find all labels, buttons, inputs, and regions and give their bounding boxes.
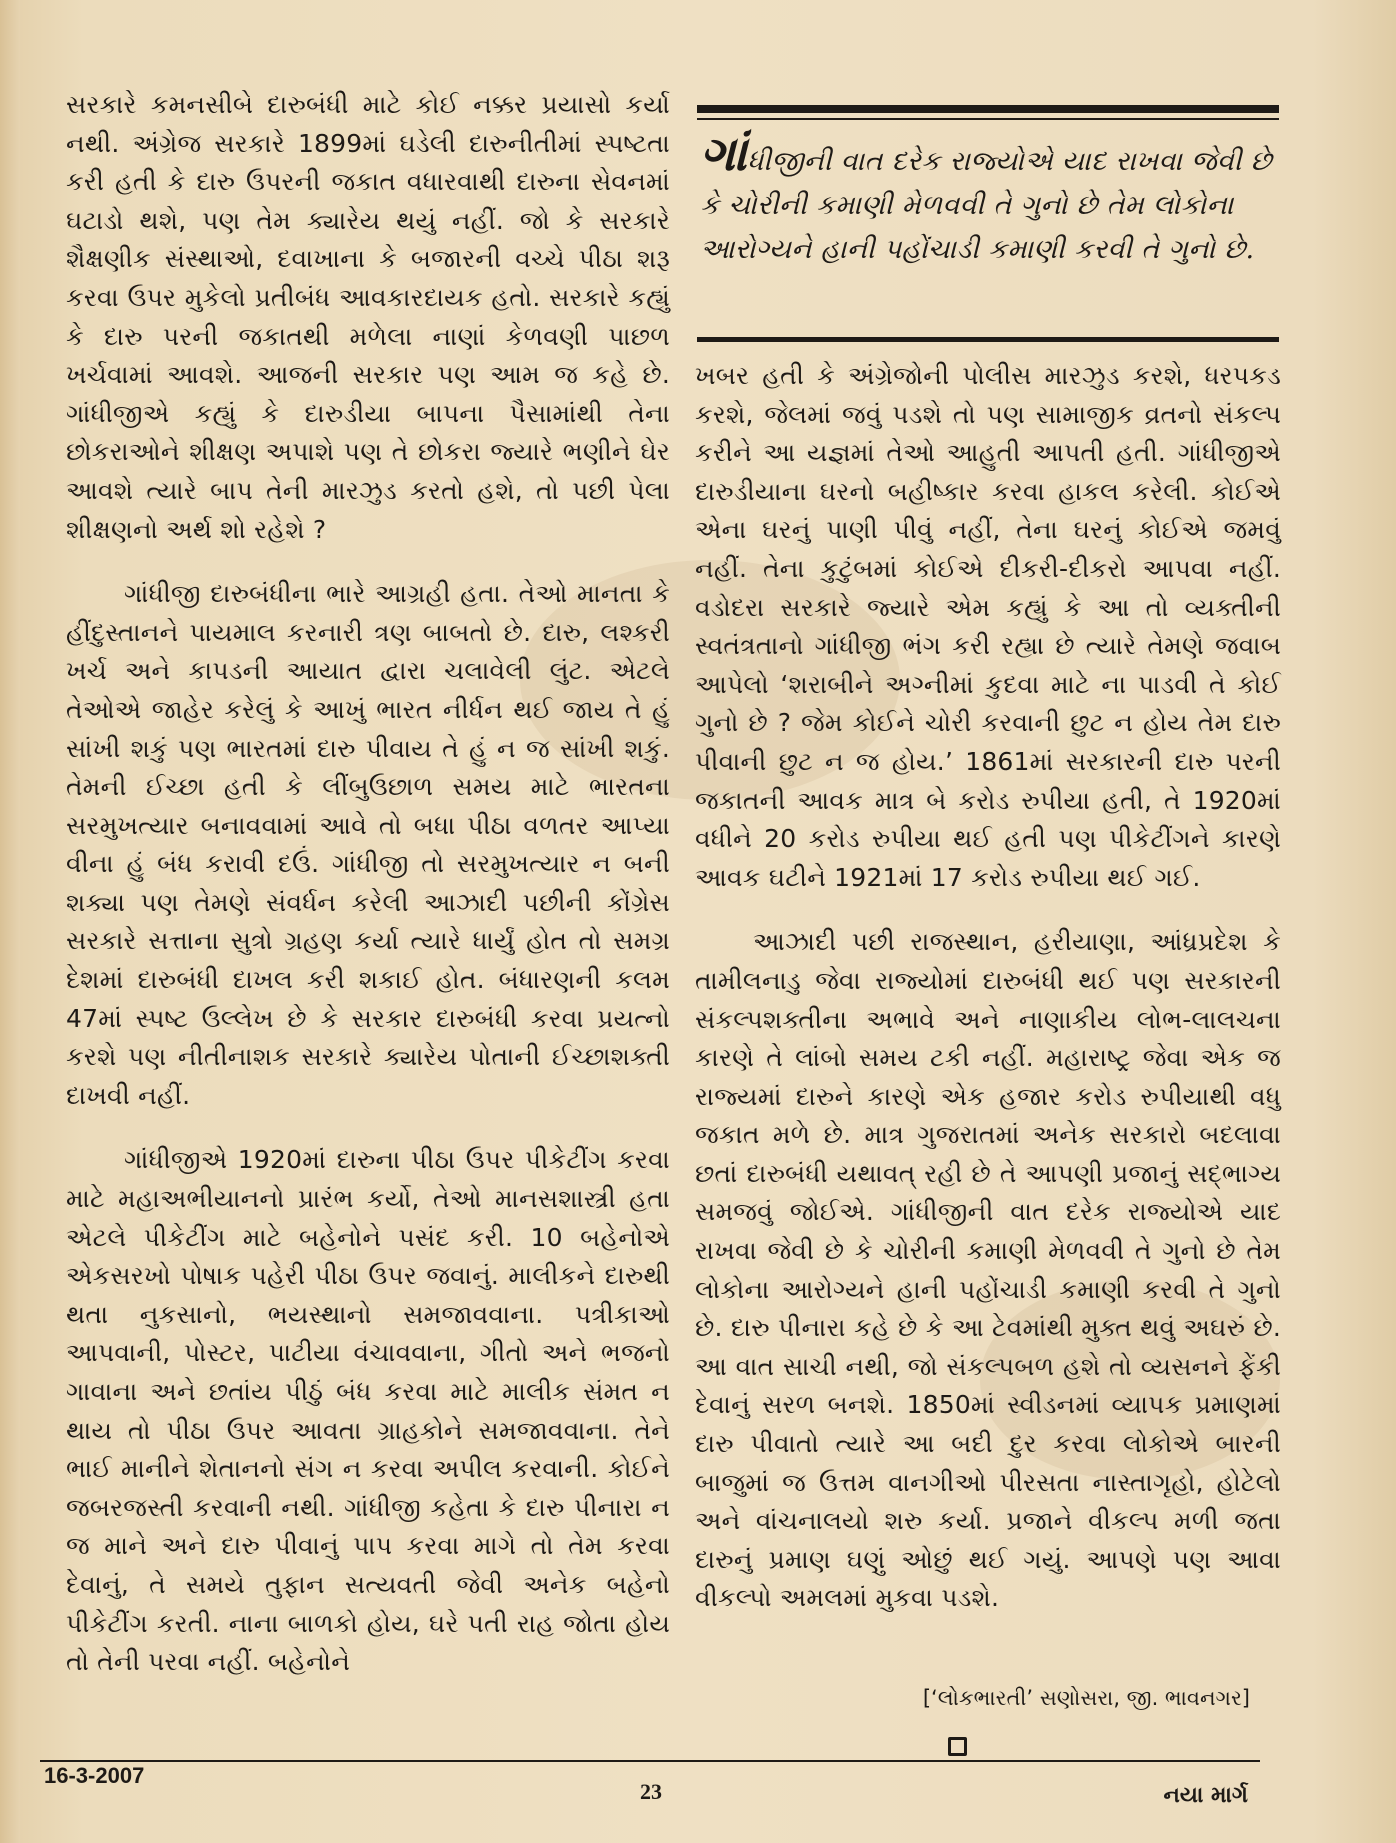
end-of-article-mark <box>948 1737 967 1756</box>
footer-date: 16-3-2007 <box>44 1763 145 1788</box>
article-paragraph: ખબર હતી કે અંગ્રેજોની પોલીસ મારઝુડ કરશે, ધરપકડ કરશે, જેલમાં જવું પડશે તો પણ સામાજીક વ્રતનો સંકલ્પ કરીને આ યજ્ઞમાં તેઓ આહુતી આપતી હતી. ગાંધીજીએ દારુડીયાના ઘરનો બહીષ્કાર કરવા હાકલ કરેલી. કોઈએ એના ઘરનું પાણી પીવું નહીં, તેના ઘરનું કોઈએ જમવું નહીં. તેના કુટુંબમાં કોઈએ દીકરી-દીકરો આપવા નહીં. વડોદરા સરકારે જ્યારે એમ કહ્યું કે આ તો વ્યક્તીની સ્વતંત્રતાનો ગાંધીજી ભંગ કરી રહ્યા છે ત્યારે તેમણે જવાબ આપેલો ‘શરાબીને અગ્નીમાં કુદવા માટે ના પાડવી તે કોઈ ગુનો છે ? જેમ કોઈને ચોરી કરવાની છુટ ન હોય તેમ દારુ પીવાની છુટ ન જ હોય.’ 1861માં સરકારની દારુ પરની જકાતની આવક માત્ર બે કરોડ રુપીયા હતી, તે 1920માં વધીને 20 કરોડ રુપીયા થઈ હતી પણ પીકેટીંગને કારણે આવક ઘટીને 1921માં 17 કરોડ રુપીયા થઈ ગઈ. <box>695 361 1281 892</box>
pullquote-top-thin-rule <box>697 118 1279 120</box>
left-column <box>66 86 670 1682</box>
publication-name: નયા માર્ગ <box>1163 1783 1248 1808</box>
pullquote-dropcap: ગાં <box>700 126 748 182</box>
right-column <box>695 357 1281 1618</box>
pullquote-text: ધીજીની વાત દરેક રાજ્યોએ યાદ રાખવા જેવી છે કે ચોરીની કમાણી મેળવવી તે ગુનો છે તેમ લોકોના આરોગ્યને હાની પહોંચાડી કમાણી કરવી તે ગુનો છે. <box>700 146 1272 265</box>
article-source: [‘લોકભારતી’ સણોસરા, જી. ભાવનગર] <box>922 1686 1250 1710</box>
article-paragraph: સરકારે કમનસીબે દારુબંધી માટે કોઈ નક્કર પ્રયાસો કર્યા નથી. અંગ્રેજ સરકારે 1899માં ઘડેલી દારુનીતીમાં સ્પષ્ટતા કરી હતી કે દારુ ઉપરની જકાત વધારવાથી દારુના સેવનમાં ઘટાડો થશે, પણ તેમ ક્યારેય થયું નહીં. જો કે સરકારે શૈક્ષણીક સંસ્થાઓ, દવાખાના કે બજારની વચ્ચે પીઠા શરૂ કરવા ઉપર મુકેલો પ્રતીબંધ આવકારદાયક હતો. સરકારે કહ્યું કે દારુ પરની જકાતથી મળેલા નાણાં કેળવણી પાછળ ખર્ચવામાં આવશે. આજની સરકાર પણ આમ જ કહે છે. ગાંધીજીએ કહ્યું કે દારુડીયા બાપના પૈસામાંથી તેના છોકરાઓને શીક્ષણ અપાશે પણ તે છોકરા જ્યારે ભણીને ઘેર આવશે ત્યારે બાપ તેની મારઝુડ કરતો હશે, તો પછી પેલા શીક્ષણનો અર્થ શો રહેશે ? <box>66 90 670 544</box>
article-paragraph: આઝાદી પછી રાજસ્થાન, હરીયાણા, આંધ્રપ્રદેશ કે તામીલનાડુ જેવા રાજ્યોમાં દારુબંધી થઈ પણ સરકારની સંકલ્પશક્તીના અભાવે અને નાણાકીય લોભ-લાલચના કારણે તે લાંબો સમય ટકી નહીં. મહારાષ્ટ્ર જેવા એક જ રાજ્યમાં દારુને કારણે એક હજાર કરોડ રુપીયાથી વધુ જકાત મળે છે. માત્ર ગુજરાતમાં અનેક સરકારો બદલાવા છતાં દારુબંધી યથાવત્ રહી છે તે આપણી પ્રજાનું સદ્ભાગ્ય સમજવું જોઈએ. ગાંધીજીની વાત દરેક રાજ્યોએ યાદ રાખવા જેવી છે કે ચોરીની કમાણી મેળવવી તે ગુનો છે તેમ લોકોના આરોગ્યને હાની પહોંચાડી કમાણી કરવી તે ગુનો છે. દારુ પીનારા કહે છે કે આ ટેવમાંથી મુક્ત થવું અઘરું છે. આ વાત સાચી નથી, જો સંકલ્પબળ હશે તો વ્યસનને ફેંકી દેવાનું સરળ બનશે. 1850માં સ્વીડનમાં વ્યાપક પ્રમાણમાં દારુ પીવાતો ત્યારે આ બદી દુર કરવા લોકોએ બારની બાજુમાં જ ઉત્તમ વાનગીઓ પીરસતા નાસ્તાગૃહો, હોટેલો અને વાંચનાલયો શરુ કર્યા. પ્રજાને વીકલ્પ મળી જતા દારુનું પ્રમાણ ઘણું ઓછું થઈ ગયું. આપણે પણ આવા વીકલ્પો અમલમાં મુકવા પડશે. <box>695 927 1281 1613</box>
page-left-edge <box>0 0 20 1843</box>
pullquote <box>700 126 1278 272</box>
pullquote-top-rule <box>697 105 1279 113</box>
article-paragraph: ગાંધીજીએ 1920માં દારુના પીઠા ઉપર પીકેટીંગ કરવા માટે મહાઅભીયાનનો પ્રારંભ કર્યો, તેઓ માનસશાસ્ત્રી હતા એટલે પીકેટીંગ માટે બહેનોને પસંદ કરી. 10 બહેનોએ એકસરખો પોષાક પહેરી પીઠા ઉપર જવાનું. માલીકને દારુથી થતા નુકસાનો, ભયસ્થાનો સમજાવવાના. પત્રીકાઓ આપવાની, પોસ્ટર, પાટીયા વંચાવવાના, ગીતો અને ભજનો ગાવાના અને છતાંય પીઠું બંધ કરવા માટે માલીક સંમત ન થાય તો પીઠા ઉપર આવતા ગ્રાહકોને સમજાવવાના. તેને ભાઈ માનીને શેતાનનો સંગ ન કરવા અપીલ કરવાની. કોઈને જબરજસ્તી કરવાની નથી. ગાંધીજી કહેતા કે દારુ પીનારા ન જ માને અને દારુ પીવાનું પાપ કરવા માગે તો તેમ કરવા દેવાનું, તે સમયે તુફાન સત્યવતી જેવી અનેક બહેનો પીકેટીંગ કરતી. નાના બાળકો હોય, ઘરે પતી રાહ જોતા હોય તો તેની પરવા નહીં. બહેનોને <box>66 1145 670 1677</box>
pullquote-bottom-rule <box>697 337 1279 342</box>
footer-rule <box>40 1760 1260 1762</box>
page-number: 23 <box>640 1779 662 1804</box>
article-paragraph: ગાંધીજી દારુબંધીના ભારે આગ્રહી હતા. તેઓ માનતા કે હીંદુસ્તાનને પાયમાલ કરનારી ત્રણ બાબતો છે. દારુ, લશ્કરી ખર્ચ અને કાપડની આયાત દ્વારા ચલાવેલી લુંટ. એટલે તેઓએ જાહેર કરેલું કે આખું ભારત નીર્ધન થઈ જાય તે હું સાંખી શકું પણ ભારતમાં દારુ પીવાય તે હું ન જ સાંખી શકું. તેમની ઈચ્છા હતી કે લીંબુઉછાળ સમય માટે ભારતના સરમુખત્યાર બનાવવામાં આવે તો બધા પીઠા વળતર આપ્યા વીના હું બંધ કરાવી દઉં. ગાંધીજી તો સરમુખત્યાર ન બની શક્યા પણ તેમણે સંવર્ધન કરેલી આઝાદી પછીની કોંગ્રેસ સરકારે સત્તાના સુત્રો ગ્રહણ કર્યા ત્યારે ધાર્યું હોત તો સમગ્ર દેશમાં દારુબંધી દાખલ કરી શકાઈ હોત. બંધારણની કલમ 47માં સ્પષ્ટ ઉલ્લેખ છે કે સરકાર દારુબંધી કરવા પ્રયત્નો કરશે પણ નીતીનાશક સરકારે ક્યારેય પોતાની ઈચ્છાશક્તી દાખવી નહીં. <box>66 579 670 1110</box>
